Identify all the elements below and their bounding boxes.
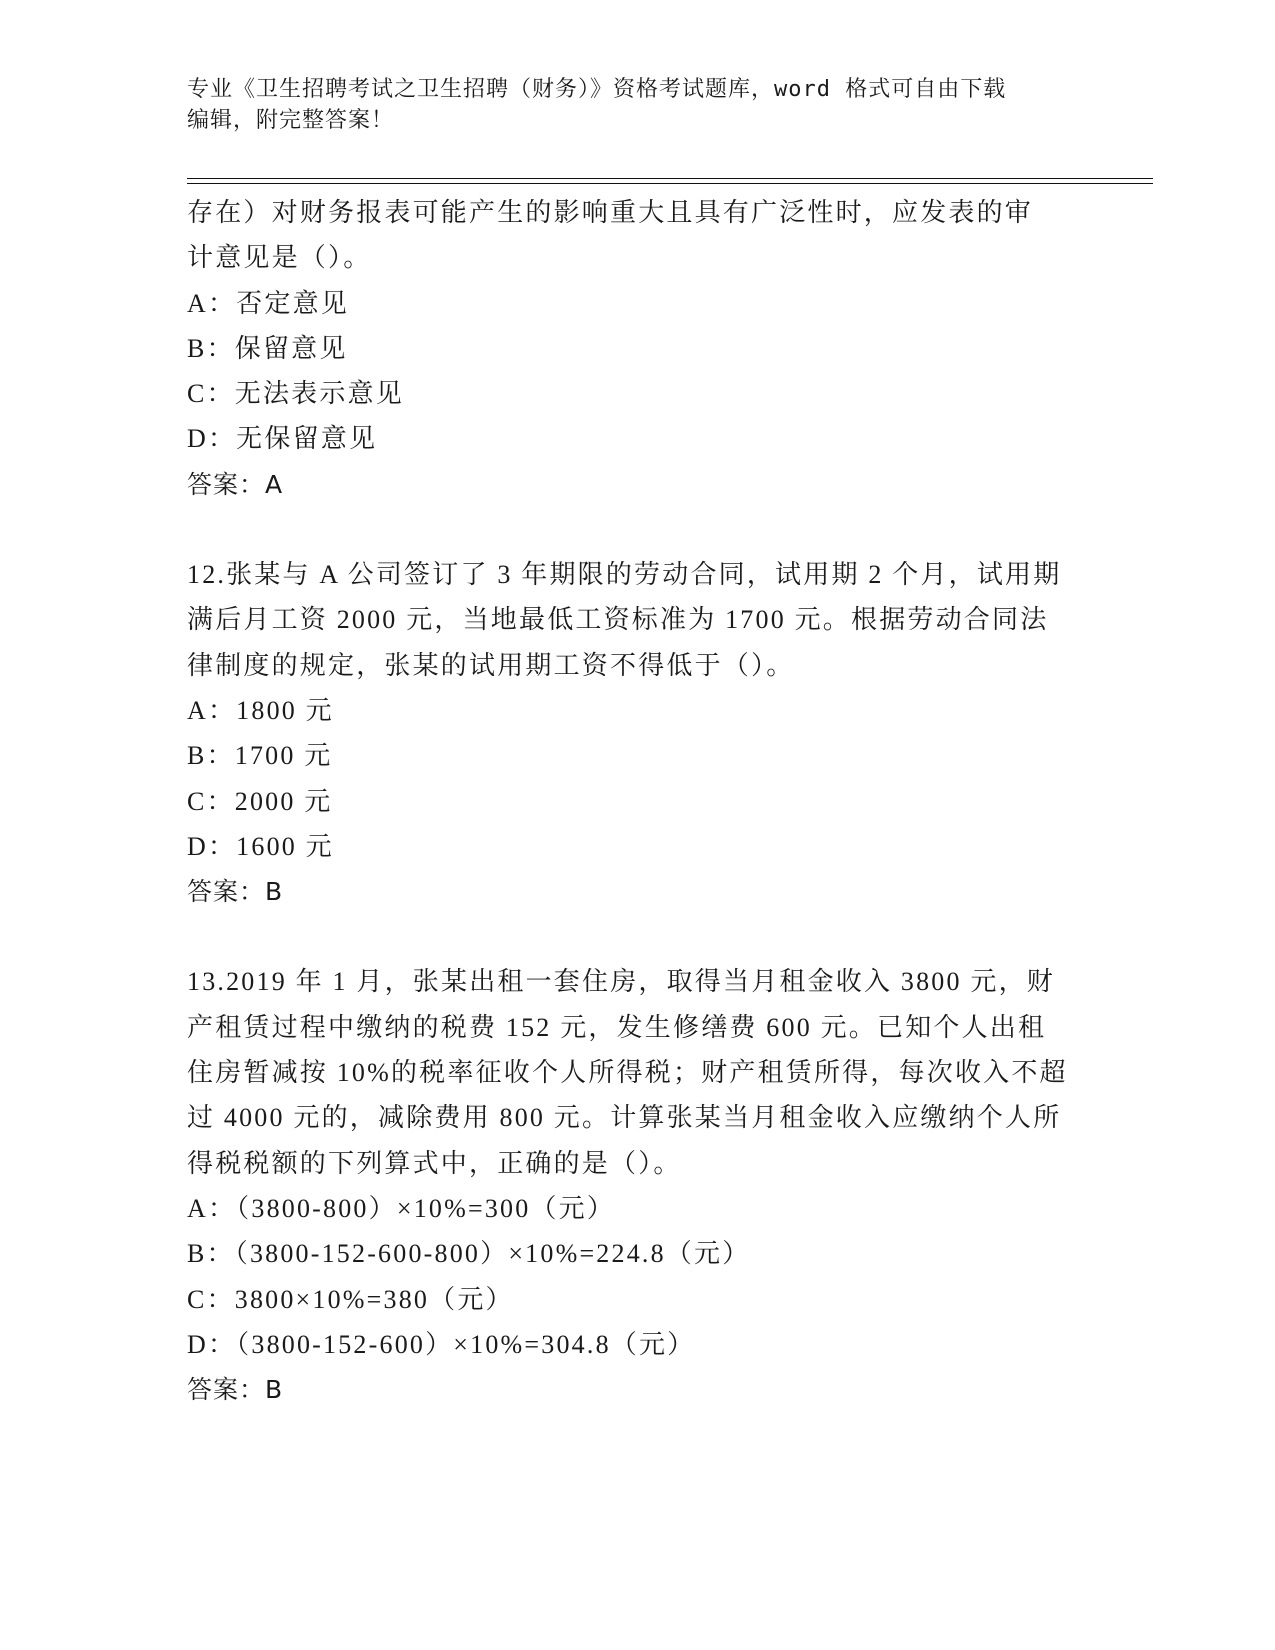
question-text-line: 计意见是（）。 (187, 243, 372, 273)
question-text-line: 过 4000 元的，减除费用 800 元。计算张某当月租金收入应缴纳个人所 (187, 1103, 1062, 1133)
option-c: C：无法表示意见 (187, 379, 404, 409)
question-block-13 (187, 959, 1087, 1412)
question-spacer (187, 914, 1087, 959)
question-spacer (187, 507, 1087, 552)
question-text-line: 满后月工资 2000 元，当地最低工资标准为 1700 元。根据劳动合同法 (187, 605, 1049, 635)
answer-label: 答案：B (187, 1375, 284, 1405)
option-b: B：（3800-152-600-800）×10%=224.8（元） (187, 1239, 751, 1269)
option-d: D：（3800-152-600）×10%=304.8（元） (187, 1329, 696, 1359)
answer-label: 答案：B (187, 877, 284, 907)
question-text-line: 产租赁过程中缴纳的税费 152 元，发生修缮费 600 元。已知个人出租 (187, 1012, 1047, 1042)
question-text-line: 存在）对财务报表可能产生的影响重大且具有广泛性时，应发表的审 (187, 198, 1034, 227)
question-text-line: 13.2019 年 1 月，张某出租一套住房，取得当月租金收入 3800 元，财 (187, 967, 1056, 997)
option-b: B：保留意见 (187, 333, 348, 363)
option-a: A：1800 元 (187, 695, 334, 725)
header-divider-bottom (187, 183, 1153, 184)
option-d: D：1600 元 (187, 831, 334, 861)
option-a: A：否定意见 (187, 288, 349, 318)
option-d: D：无保留意见 (187, 424, 378, 454)
question-text-line: 住房暂减按 10%的税率征收个人所得税；财产租赁所得，每次收入不超 (187, 1058, 1068, 1088)
question-list (187, 190, 1087, 1412)
page-header (187, 74, 1087, 136)
option-b: B：1700 元 (187, 741, 333, 771)
header-divider-top (187, 178, 1153, 179)
question-block-12 (187, 552, 1087, 914)
answer-label: 答案：A (187, 469, 284, 499)
question-text-line: 律制度的规定，张某的试用期工资不得低于（）。 (187, 650, 795, 680)
question-block-11 (187, 190, 1087, 507)
question-text-line: 得税税额的下列算式中，正确的是（）。 (187, 1148, 682, 1178)
option-c: C：3800×10%=380（元） (187, 1284, 514, 1314)
option-a: A：（3800-800）×10%=300（元） (187, 1193, 616, 1223)
header-line-2: 编辑，附完整答案！ (187, 108, 395, 133)
option-c: C：2000 元 (187, 786, 333, 816)
header-line-1: 专业《卫生招聘考试之卫生招聘（财务）》资格考试题库，word 格式可自由下载 (187, 77, 1007, 102)
question-text-line: 12.张某与 A 公司签订了 3 年期限的劳动合同，试用期 2 个月，试用期 (187, 560, 1062, 590)
